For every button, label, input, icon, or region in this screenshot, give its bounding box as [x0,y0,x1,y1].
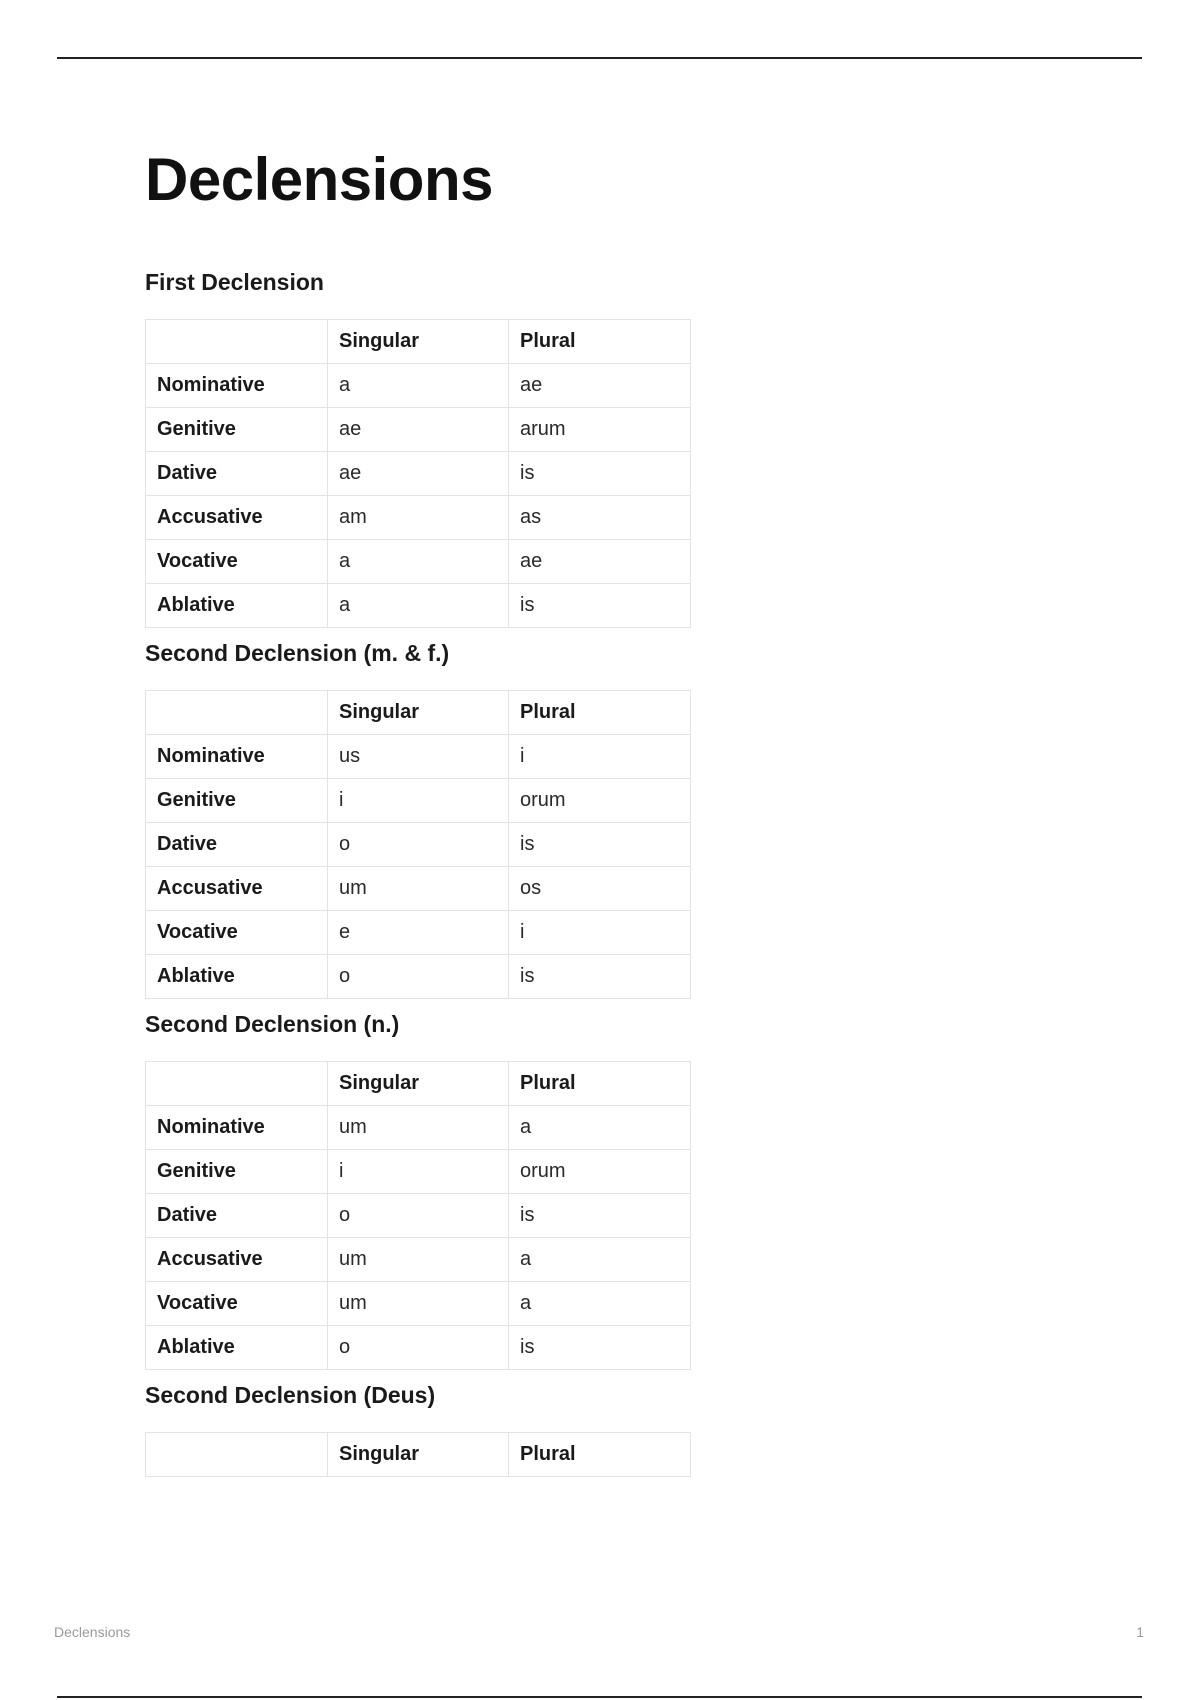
plural-ending-cell: ae [509,364,691,408]
singular-ending-cell: am [328,496,509,540]
singular-ending-cell: o [328,1326,509,1370]
plural-ending-cell: a [509,1282,691,1326]
plural-ending-cell: is [509,1326,691,1370]
singular-ending-cell: um [328,1238,509,1282]
case-label-cell: Vocative [146,540,328,584]
table-row [146,1282,691,1326]
case-label-cell: Genitive [146,408,328,452]
table-header-row [146,1062,691,1106]
table-row [146,1194,691,1238]
column-header-case [146,1062,328,1106]
case-label-cell: Dative [146,823,328,867]
table-row [146,735,691,779]
section-heading: Second Declension (n.) [145,1011,400,1037]
singular-ending-cell: i [328,1150,509,1194]
table-row [146,1326,691,1370]
column-header-singular: Singular [328,691,509,735]
singular-ending-cell: us [328,735,509,779]
singular-ending-cell: e [328,911,509,955]
plural-ending-cell: orum [509,779,691,823]
plural-ending-cell: is [509,584,691,628]
singular-ending-cell: ae [328,452,509,496]
declension-table [145,690,691,999]
plural-ending-cell: is [509,955,691,999]
table-header-row [146,691,691,735]
singular-ending-cell: o [328,823,509,867]
declension-table [145,1432,691,1477]
column-header-plural: Plural [509,320,691,364]
case-label-cell: Dative [146,1194,328,1238]
table-row [146,1150,691,1194]
section-heading: Second Declension (m. & f.) [145,640,450,666]
case-label-cell: Ablative [146,955,328,999]
table-row [146,452,691,496]
plural-ending-cell: orum [509,1150,691,1194]
table-row [146,364,691,408]
singular-ending-cell: a [328,364,509,408]
footer-page-number: 1 [1136,1624,1144,1640]
page-content [145,145,845,1487]
case-label-cell: Nominative [146,735,328,779]
table-row [146,540,691,584]
plural-ending-cell: as [509,496,691,540]
plural-ending-cell: is [509,452,691,496]
column-header-singular: Singular [328,1062,509,1106]
footer-document-name: Declensions [54,1624,131,1640]
table-row [146,867,691,911]
singular-ending-cell: i [328,779,509,823]
declension-table [145,1061,691,1370]
declension-table [145,319,691,628]
declension-section [145,638,845,999]
case-label-cell: Nominative [146,364,328,408]
table-row [146,584,691,628]
column-header-plural: Plural [509,691,691,735]
plural-ending-cell: is [509,1194,691,1238]
singular-ending-cell: o [328,955,509,999]
table-row [146,955,691,999]
singular-ending-cell: um [328,1106,509,1150]
column-header-case [146,691,328,735]
case-label-cell: Vocative [146,1282,328,1326]
table-header-row [146,320,691,364]
declension-section [145,1009,845,1370]
plural-ending-cell: ae [509,540,691,584]
column-header-case [146,1433,328,1477]
plural-ending-cell: i [509,735,691,779]
case-label-cell: Nominative [146,1106,328,1150]
case-label-cell: Ablative [146,1326,328,1370]
case-label-cell: Ablative [146,584,328,628]
column-header-singular: Singular [328,320,509,364]
case-label-cell: Accusative [146,867,328,911]
plural-ending-cell: arum [509,408,691,452]
singular-ending-cell: o [328,1194,509,1238]
plural-ending-cell: os [509,867,691,911]
table-header-row [146,1433,691,1477]
singular-ending-cell: um [328,867,509,911]
table-row [146,408,691,452]
table-row [146,779,691,823]
singular-ending-cell: a [328,584,509,628]
plural-ending-cell: a [509,1106,691,1150]
plural-ending-cell: is [509,823,691,867]
plural-ending-cell: i [509,911,691,955]
case-label-cell: Dative [146,452,328,496]
page-title: Declensions [145,146,493,213]
table-row [146,496,691,540]
case-label-cell: Accusative [146,1238,328,1282]
table-row [146,1238,691,1282]
header-rule [57,57,1142,59]
singular-ending-cell: a [328,540,509,584]
case-label-cell: Accusative [146,496,328,540]
case-label-cell: Genitive [146,779,328,823]
table-row [146,1106,691,1150]
column-header-plural: Plural [509,1433,691,1477]
table-row [146,823,691,867]
sections-container [145,267,845,1477]
case-label-cell: Vocative [146,911,328,955]
singular-ending-cell: um [328,1282,509,1326]
case-label-cell: Genitive [146,1150,328,1194]
column-header-plural: Plural [509,1062,691,1106]
declension-section [145,1380,845,1477]
footer-rule [57,1696,1142,1698]
singular-ending-cell: ae [328,408,509,452]
column-header-case [146,320,328,364]
table-row [146,911,691,955]
declension-section [145,267,845,628]
section-heading: First Declension [145,269,324,295]
plural-ending-cell: a [509,1238,691,1282]
column-header-singular: Singular [328,1433,509,1477]
section-heading: Second Declension (Deus) [145,1382,436,1408]
